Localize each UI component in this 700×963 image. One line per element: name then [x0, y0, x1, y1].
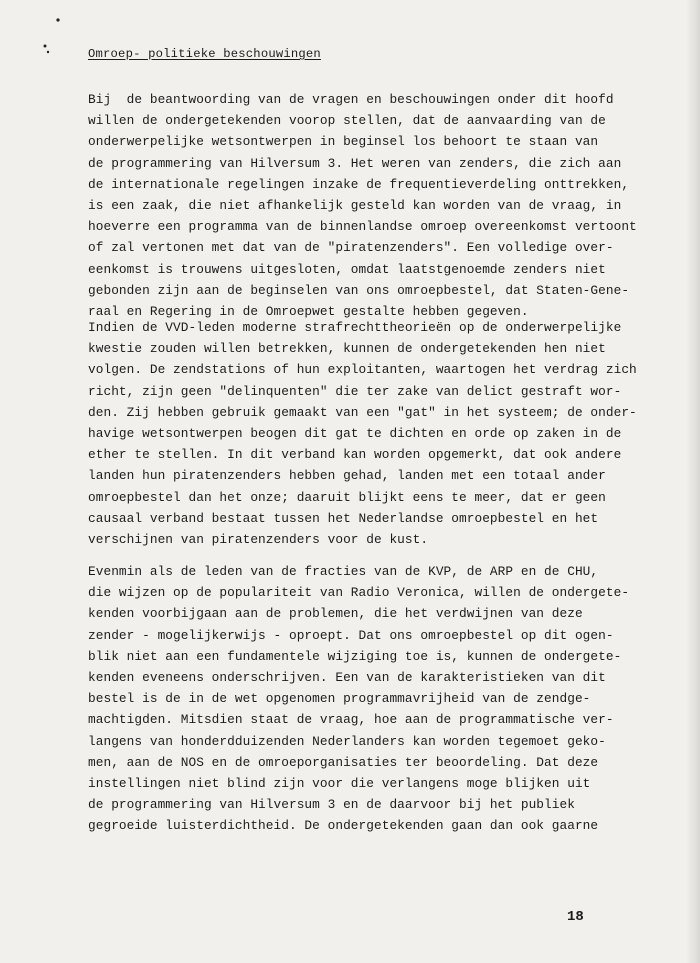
- text-line: machtigden. Mitsdien staat de vraag, hoe aan de programmatische ver-: [88, 712, 614, 728]
- text-line: blik niet aan een fundamentele wijziging toe is, kunnen de ondergete-: [88, 648, 622, 664]
- text-line: hoeverre een programma van de binnenlandse omroep overeenkomst vertoont: [88, 219, 637, 235]
- scan-marks: [0, 0, 60, 70]
- text-line: volgen. De zendstations of hun exploitanten, waartogen het verdrag zich: [88, 362, 637, 378]
- text-line: kwestie zouden willen betrekken, kunnen de ondergetekenden hen niet: [88, 341, 606, 357]
- text-line: raal en Regering in de Omroepwet gestalte hebben gegeven.: [88, 303, 529, 319]
- text-line: willen de ondergetekenden voorop stellen, dat de aanvaarding van de: [88, 113, 606, 129]
- text-line: kenden eveneens onderschrijven. Een van de karakteristieken van dit: [88, 669, 606, 685]
- text-line: verschijnen van piratenzenders voor de kust.: [88, 531, 429, 547]
- text-line: gegroeide luisterdichtheid. De ondergetekenden gaan dan ook gaarne: [88, 818, 599, 834]
- text-line: ether te stellen. In dit verband kan worden opgemerkt, dat ook andere: [88, 447, 622, 463]
- text-line: causaal verband bestaat tussen het Nederlandse omroepbestel en het: [88, 510, 599, 526]
- page-number: 18: [567, 909, 584, 925]
- section-heading: Omroep- politieke beschouwingen: [88, 47, 321, 61]
- text-line: Bij de beantwoording van de vragen en beschouwingen onder dit hoofd: [88, 92, 614, 107]
- text-line: onderwerpelijke wetsontwerpen in beginsel los behoort te staan van: [88, 134, 599, 150]
- paragraph-2: [88, 317, 648, 550]
- text-line: men, aan de NOS en de omroeporganisaties ter beoordeling. Dat deze: [88, 754, 599, 770]
- text-line: de programmering van Hilversum 3 en de daarvoor bij het publiek: [88, 797, 575, 813]
- text-line: landen hun piratenzenders hebben gehad, landen met een totaal ander: [88, 468, 606, 484]
- text-line: de programmering van Hilversum 3. Het weren van zenders, die zich aan: [88, 155, 622, 171]
- text-line: havige wetsontwerpen beogen dit gat te dichten en orde op zaken in de: [88, 425, 622, 441]
- text-line: instellingen niet blind zijn voor die verlangens moge blijken uit: [88, 775, 591, 791]
- text-line: zender - mogelijkerwijs - oproept. Dat ons omroepbestel op dit ogen-: [88, 627, 614, 643]
- text-line: Indien de VVD-leden moderne strafrechttheorieën op de onderwerpelijke: [88, 320, 622, 335]
- text-line: richt, zijn geen "delinquenten" die ter zake van delict gestraft wor-: [88, 383, 622, 399]
- text-line: of zal vertonen met dat van de "piratenzenders". Een volledige over-: [88, 240, 614, 256]
- text-line: Evenmin als de leden van de fracties van de KVP, de ARP en de CHU,: [88, 564, 599, 579]
- text-line: die wijzen op de populariteit van Radio Veronica, willen de ondergete-: [88, 585, 630, 601]
- text-line: omroepbestel dan het onze; daaruit blijkt eens te meer, dat er geen: [88, 489, 606, 505]
- scan-edge-shadow: [686, 0, 700, 963]
- text-line: eenkomst is trouwens uitgesloten, omdat laatstgenoemde zenders niet: [88, 261, 606, 277]
- text-line: is een zaak, die niet afhankelijk gesteld kan worden van de vraag, in: [88, 197, 622, 213]
- text-line: gebonden zijn aan de beginselen van ons omroepbestel, dat Staten-Gene-: [88, 282, 630, 298]
- text-line: de internationale regelingen inzake de frequentieverdeling onttrekken,: [88, 176, 630, 192]
- text-line: kenden voorbijgaan aan de problemen, die het verdwijnen van deze: [88, 606, 583, 622]
- paragraph-3: [88, 561, 648, 836]
- text-line: langens van honderdduizenden Nederlanders kan worden tegemoet gekо-: [88, 733, 606, 749]
- paragraph-1: [88, 89, 648, 322]
- text-line: bestel is de in de wet opgenomen programmavrijheid van de zendge-: [88, 691, 591, 707]
- text-line: den. Zij hebben gebruik gemaakt van een "gat" in het systeem; de onder-: [88, 404, 637, 420]
